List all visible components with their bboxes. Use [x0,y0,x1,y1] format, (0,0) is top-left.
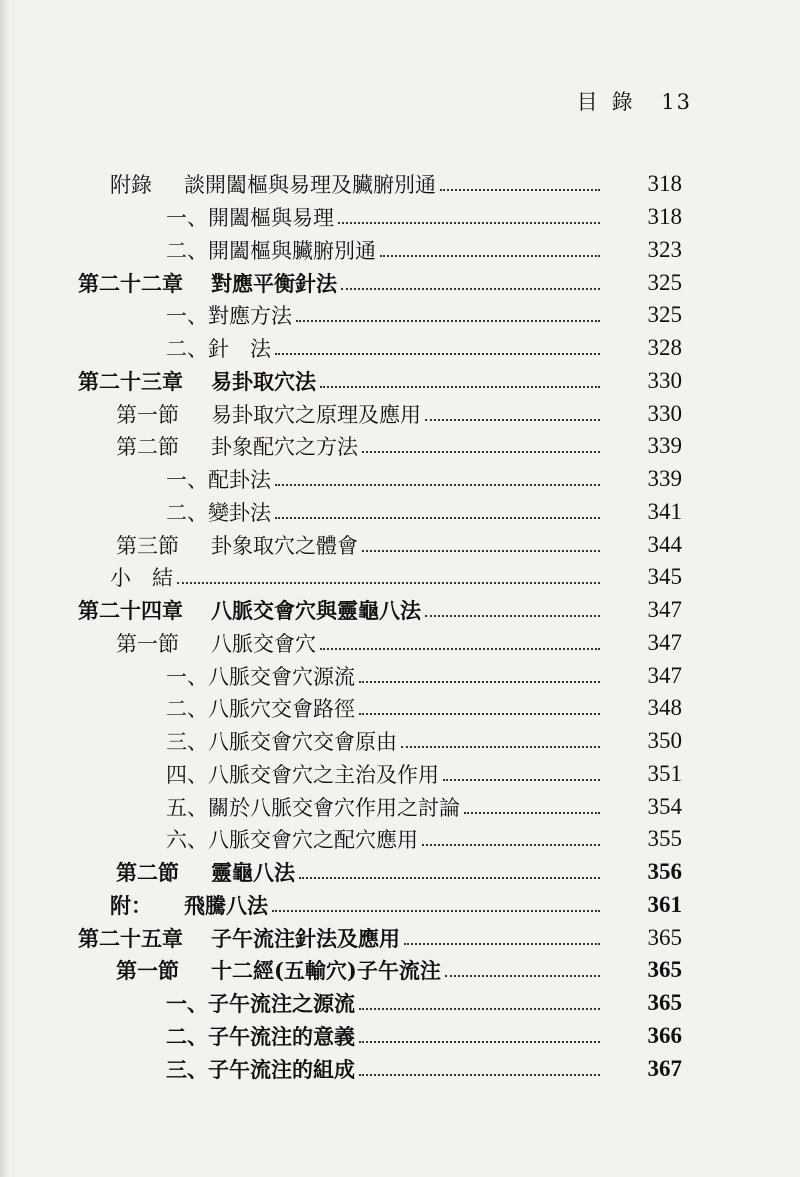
toc-entry-title [166,726,397,756]
dot-leader [177,582,600,584]
toc-entry-text: 子午流注針法及應用 [211,926,400,951]
toc-entry-title [166,1054,355,1084]
toc-entry-text: 飛騰八法 [184,892,268,918]
toc-entry-text: 靈龜八法 [211,860,295,886]
toc-entry-page: 356 [647,859,682,885]
toc-entry-label: 第三節 [116,533,179,558]
toc-entry-label: 第二十五章 [78,926,183,951]
toc-entry [0,758,800,791]
toc-entry-text: 八脈交會穴交會原由 [208,730,397,755]
toc-entry-label: 第二十四章 [78,599,183,624]
toc-entry [0,168,800,201]
toc-entry-label: 第二節 [116,435,179,460]
toc-entry [0,528,800,561]
toc-entry [0,954,800,987]
toc-entry-text: 八脈交會穴之配穴應用 [208,828,418,853]
running-head-title: 目錄 [576,90,647,114]
toc-entry [0,725,800,758]
toc-entry-page: 318 [647,171,682,197]
toc-entry-title [116,530,358,560]
toc-entry-page: 325 [647,269,682,295]
toc-entry-title [166,464,271,494]
dot-leader [362,550,600,552]
toc-entry-title [78,595,421,625]
toc-entry-title [166,693,355,723]
toc-entry-page: 355 [647,826,682,852]
toc-entry-title [166,824,418,854]
toc-entry-page: 347 [647,629,682,655]
toc-entry-label: 一、 [166,206,208,231]
toc-entry-page: 330 [647,400,682,426]
dot-leader [359,681,600,683]
dot-leader [464,812,600,814]
toc-entry [0,397,800,430]
dot-leader [338,222,600,224]
toc-entry [0,594,800,627]
dot-leader [425,419,600,421]
toc-entry-text: 卦象取穴之體會 [211,533,358,558]
dot-leader [404,943,600,945]
dot-leader [320,648,600,650]
toc-entry-title [116,628,316,658]
toc-entry-page: 344 [647,531,682,557]
toc-entry [0,987,800,1020]
toc-entry-page: 361 [647,891,682,917]
toc-entry-label: 二、 [166,337,208,362]
toc-entry-text: 卦象配穴之方法 [211,435,358,460]
toc-entry-page: 330 [647,367,682,393]
toc-entry-title [166,988,355,1018]
toc-entry-text: 八脈交會穴 [211,631,316,656]
toc-entry-title [166,759,439,789]
toc-entry-title [166,235,376,265]
toc-entry-page: 354 [647,793,682,819]
toc-entry-text: 對應平衡針法 [211,271,337,296]
toc-entry-label: 一、 [166,991,208,1017]
toc-entry [0,561,800,594]
toc-entry-label: 二、 [166,238,208,263]
toc-entry [0,234,800,267]
toc-entry-text: 子午流注的意義 [208,1023,355,1049]
toc-entry-label: 五、 [166,795,208,820]
toc-entry-page: 365 [647,924,682,950]
toc-entry [0,201,800,234]
toc-entry-text: 關於八脈交會穴作用之討論 [208,795,460,820]
dot-leader [275,353,600,355]
toc-entry-label: 第一節 [116,402,179,427]
toc-entry-text: 八脈穴交會路徑 [208,697,355,722]
toc-entry-title [166,497,271,527]
toc-entry-label: 第一節 [116,631,179,656]
dot-leader [445,975,600,977]
toc-entry-page: 339 [647,466,682,492]
dot-leader [275,517,600,519]
toc-entry-text: 易卦取穴法 [211,369,316,394]
running-head [577,86,692,116]
toc-entry-text: 針 法 [208,337,271,362]
toc-entry-text: 八脈交會穴之主治及作用 [208,762,439,787]
toc-entry [0,266,800,299]
running-head-page-number: 13 [661,90,692,114]
dot-leader [359,1074,600,1076]
dot-leader [443,779,600,781]
toc-entry-label: 三、 [166,730,208,755]
dot-leader [296,320,600,322]
toc-entry-page: 347 [647,597,682,623]
toc-entry [0,299,800,332]
toc-entry [0,856,800,889]
toc-entry-title [78,366,316,396]
dot-leader [425,615,600,617]
toc-entry-page: 348 [647,695,682,721]
toc-entry-page: 318 [647,204,682,230]
toc-entry-label: 附： [110,892,152,918]
toc-entry-label: 四、 [166,762,208,787]
toc-entry [0,365,800,398]
toc-entry-title [78,923,400,953]
toc-entry-title [166,1021,355,1051]
toc-entry-page: 347 [647,662,682,688]
toc-entry-title [166,661,355,691]
toc-entry-text: 對應方法 [208,304,292,329]
toc-entry-label: 小 結 [110,566,173,591]
toc-entry-title [110,169,436,199]
toc-entry-title [110,562,173,592]
toc-entry-text: 十二經(五輸穴)子午流注 [211,958,441,984]
dot-leader [362,451,600,453]
toc-entry-text: 開闔樞與臟腑別通 [208,238,376,263]
dot-leader [359,1041,600,1043]
dot-leader [275,484,600,486]
toc-entry-text: 八脈交會穴源流 [208,664,355,689]
toc-entry-page: 365 [647,990,682,1016]
toc-entry-label: 二、 [166,500,208,525]
toc-entry-page: 323 [647,236,682,262]
toc-entry [0,430,800,463]
dot-leader [299,877,600,879]
toc-entry-page: 325 [647,302,682,328]
toc-entry [0,1020,800,1053]
toc-entry [0,823,800,856]
toc-entry-text: 開闔樞與易理 [208,206,334,231]
toc-entry-label: 一、 [166,304,208,329]
toc-entry-page: 367 [647,1055,682,1081]
toc-entry-page: 351 [647,760,682,786]
dot-leader [440,189,600,191]
toc-entry-label: 第二十三章 [78,369,183,394]
toc-entry [0,790,800,823]
toc-entry-page: 341 [647,498,682,524]
toc-entry [0,463,800,496]
toc-entry-label: 第二節 [116,860,179,886]
toc-entry [0,627,800,660]
toc-entry-text: 變卦法 [208,500,271,525]
toc-entry-title [116,431,358,461]
dot-leader [380,255,600,257]
dot-leader [422,844,600,846]
dot-leader [341,288,600,290]
toc-entry-page: 328 [647,335,682,361]
toc-entry-title [116,857,295,887]
toc-entry-page: 339 [647,433,682,459]
toc-entry-text: 談開闔樞與易理及臟腑別通 [184,173,436,198]
toc-entry-title [166,202,334,232]
dot-leader [359,713,600,715]
toc-entry-label: 一、 [166,664,208,689]
toc-entry-label: 六、 [166,828,208,853]
toc-entry-title [166,792,460,822]
toc-entry-text: 八脈交會穴與靈龜八法 [211,599,421,624]
toc-entry-title [110,890,268,920]
toc-entry-text: 子午流注之源流 [208,991,355,1017]
toc-entry-label: 二、 [166,697,208,722]
toc-entry [0,659,800,692]
toc-entry-title [166,333,271,363]
toc-entry-label: 三、 [166,1056,208,1082]
toc-entry-page: 345 [647,564,682,590]
toc-entry-text: 子午流注的組成 [208,1056,355,1082]
dot-leader [401,746,600,748]
toc-entry-title [116,955,441,985]
toc-entry [0,692,800,725]
toc-entry-label: 第一節 [116,958,179,984]
toc-entry-page: 350 [647,728,682,754]
toc-entry-title [166,300,292,330]
dot-leader [359,1008,600,1010]
toc-entry-text: 配卦法 [208,468,271,493]
toc-entry-page: 366 [647,1022,682,1048]
table-of-contents [0,168,800,1085]
dot-leader [320,386,600,388]
toc-entry-label: 二、 [166,1023,208,1049]
toc-entry-title [116,399,421,429]
toc-entry-label: 一、 [166,468,208,493]
toc-entry-text: 易卦取穴之原理及應用 [211,402,421,427]
toc-entry-title [78,268,337,298]
dot-leader [272,910,600,912]
toc-entry-label: 第二十二章 [78,271,183,296]
toc-entry-label: 附錄 [110,173,152,198]
toc-entry [0,889,800,922]
toc-entry [0,496,800,529]
toc-entry [0,1052,800,1085]
toc-entry [0,921,800,954]
toc-entry-page: 365 [647,957,682,983]
toc-entry [0,332,800,365]
